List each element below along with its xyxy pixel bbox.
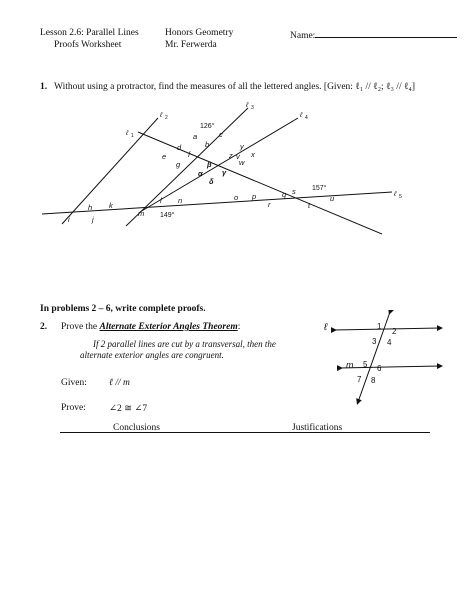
angle-5: 5	[363, 360, 368, 369]
svg-text:5: 5	[399, 194, 402, 200]
svg-text:p: p	[252, 192, 257, 201]
angle-8: 8	[371, 376, 376, 385]
label-l: ℓ	[324, 322, 328, 333]
problem2-heading	[61, 322, 240, 332]
svg-text:z: z	[229, 151, 233, 160]
svg-text:a: a	[193, 132, 198, 141]
svg-text:e: e	[162, 152, 167, 161]
course-name: Honors Geometry	[165, 28, 234, 38]
colon: :	[237, 322, 241, 332]
angle-157: 157°	[312, 185, 327, 192]
svg-text:α: α	[198, 169, 203, 178]
svg-text:d: d	[177, 143, 182, 152]
svg-text:j: j	[92, 215, 94, 224]
svg-text:r: r	[268, 200, 271, 209]
angle-149: 149°	[160, 212, 175, 219]
svg-text:u: u	[330, 194, 335, 203]
theorem-statement-2: alternate exterior angles are congruent.	[80, 350, 224, 360]
svg-text:b: b	[205, 140, 210, 149]
problem1-diagram	[0, 0, 474, 300]
svg-text:s: s	[292, 187, 296, 196]
svg-text:3: 3	[251, 105, 254, 111]
svg-text:m: m	[138, 209, 145, 218]
svg-text:q: q	[282, 190, 287, 199]
prove-value: ∠2 ≅ ∠7	[109, 404, 148, 414]
angle-1: 1	[377, 322, 382, 331]
given-label: Given:	[61, 378, 87, 388]
svg-text:g: g	[176, 160, 181, 169]
teacher-name: Mr. Ferwerda	[165, 40, 217, 50]
svg-text:t: t	[308, 201, 311, 210]
svg-text:β: β	[207, 160, 212, 169]
svg-text:4: 4	[305, 115, 308, 121]
problem2-diagram	[318, 310, 448, 410]
given-value: ℓ // m	[109, 378, 130, 388]
svg-text:y: y	[240, 142, 244, 151]
svg-text:γ: γ	[222, 168, 227, 177]
svg-text:w: w	[239, 158, 245, 167]
angle-4: 4	[387, 338, 392, 347]
svg-text:δ: δ	[209, 177, 214, 186]
svg-text:l: l	[160, 196, 162, 205]
label-l5: ℓ	[394, 191, 397, 198]
lesson-title: Lesson 2.6: Parallel Lines	[40, 28, 139, 38]
label-m: m	[346, 360, 354, 370]
worksheet-title: Proofs Worksheet	[54, 40, 122, 50]
svg-text:c: c	[219, 130, 223, 139]
label-l4: ℓ	[300, 112, 303, 119]
svg-text:v: v	[236, 152, 240, 161]
svg-text:x: x	[251, 150, 255, 159]
prove-word: Prove the	[61, 322, 100, 332]
svg-text:f: f	[188, 150, 191, 159]
angle-6: 6	[377, 364, 382, 373]
conclusions-header: Conclusions	[113, 423, 160, 433]
problem2-number: 2.	[40, 322, 48, 332]
svg-text:i: i	[68, 215, 70, 224]
angle-2: 2	[392, 327, 397, 336]
justifications-header: Justifications	[292, 423, 343, 433]
label-l1: ℓ	[126, 130, 129, 137]
line-m	[340, 366, 440, 368]
label-l3: ℓ	[246, 102, 249, 109]
table-divider	[60, 432, 430, 433]
line-l5	[42, 192, 392, 214]
line-l	[334, 328, 440, 330]
angle-7: 7	[357, 375, 362, 384]
theorem-statement-1: If 2 parallel lines are cut by a transversal, then the	[93, 339, 276, 349]
problem1-number: 1.	[40, 82, 48, 92]
line-l1	[138, 132, 382, 234]
label-l2: ℓ	[160, 112, 163, 119]
svg-text:k: k	[109, 201, 113, 210]
line-l3	[126, 108, 248, 226]
svg-text:n: n	[178, 196, 183, 205]
svg-text:h: h	[88, 203, 93, 212]
section-instruction: In problems 2 – 6, write complete proofs.	[40, 304, 206, 314]
prove-label: Prove:	[61, 403, 86, 413]
name-label: Name:	[290, 31, 316, 41]
theorem-name: Alternate Exterior Angles Theorem	[99, 322, 238, 332]
svg-text:o: o	[234, 193, 239, 202]
angle-3: 3	[372, 337, 377, 346]
svg-text:1: 1	[131, 133, 134, 139]
svg-text:2: 2	[165, 115, 168, 121]
angle-126: 126°	[200, 123, 215, 130]
transversal	[358, 312, 390, 402]
problem1-text: Without using a protractor, find the measures of all the lettered angles. [Given: ℓ₁ // ℓ₂; ℓ₃ // ℓ₄]	[54, 82, 415, 92]
